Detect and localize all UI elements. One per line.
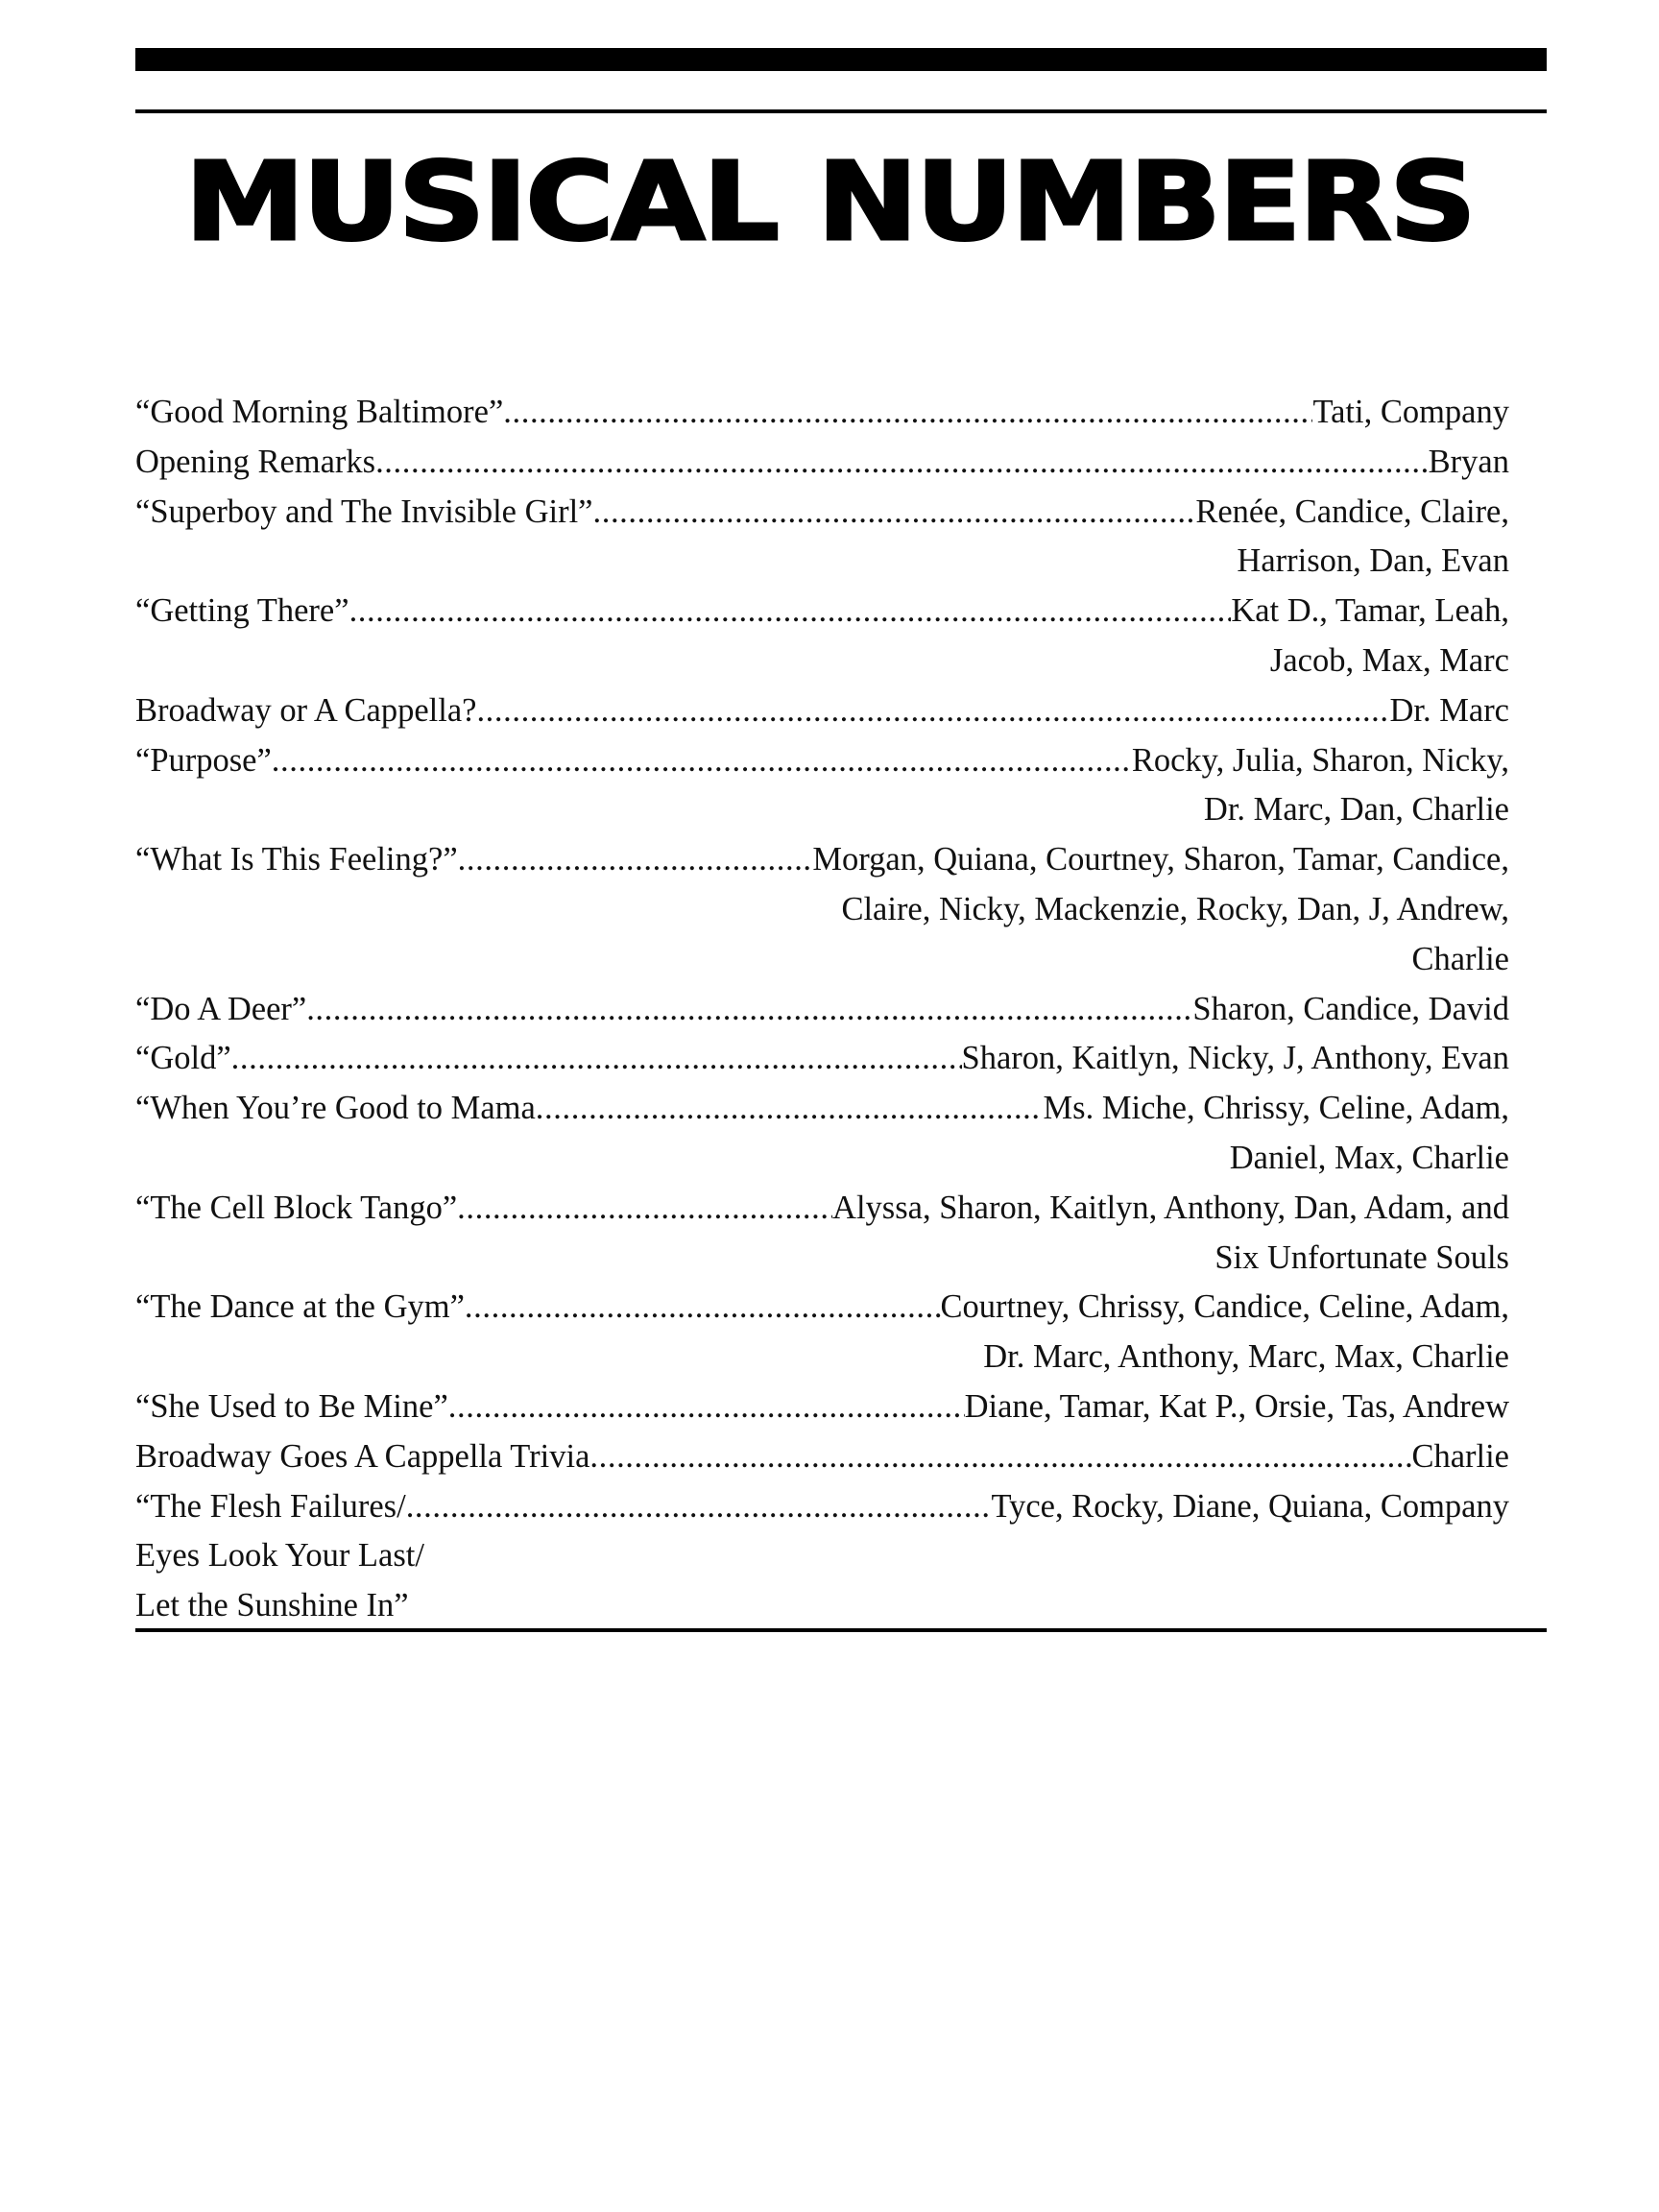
list-item <box>135 1184 1509 1284</box>
dot-leader <box>231 1034 962 1084</box>
number-title: “She Used to Be Mine” <box>135 1387 448 1425</box>
dot-leader <box>306 985 1192 1035</box>
number-performers: Charlie <box>1411 1437 1509 1475</box>
number-performers: Sharon, Candice, David <box>1192 990 1509 1027</box>
number-performers: Alyssa, Sharon, Kaitlyn, Anthony, Dan, Adam, and Six Unfortunate Souls <box>832 1189 1509 1276</box>
page-title: MUSICAL NUMBERS <box>184 140 1475 265</box>
dot-leader <box>593 488 1196 538</box>
number-performers: Renée, Candice, Claire, Harrison, Dan, Evan <box>1195 493 1509 580</box>
list-item <box>135 1034 1509 1084</box>
dot-leader <box>476 686 1389 736</box>
number-title: “What Is This Feeling?” <box>135 841 458 878</box>
list-item <box>135 736 1509 836</box>
dot-leader <box>536 1084 1044 1134</box>
number-title: “Good Morning Baltimore” <box>135 394 504 430</box>
number-title: “Superboy and The Invisible Girl” <box>135 493 593 530</box>
number-title: “The Dance at the Gym” <box>135 1288 465 1326</box>
top-thin-rule <box>135 109 1547 113</box>
number-performers: Rocky, Julia, Sharon, Nicky, Dr. Marc, Dan, Charlie <box>1131 741 1509 829</box>
list-item <box>135 587 1509 686</box>
number-title: “When You’re Good to Mama <box>135 1090 536 1127</box>
dot-leader <box>458 835 813 885</box>
number-title: “The Cell Block Tango” <box>135 1189 458 1226</box>
number-title-continued: Eyes Look Your Last/ <box>135 1537 424 1575</box>
dot-leader <box>375 438 1429 488</box>
number-title: “The Flesh Failures/ <box>135 1487 406 1525</box>
number-title: Broadway Goes A Cappella Trivia <box>135 1437 590 1475</box>
number-performers: Morgan, Quiana, Courtney, Sharon, Tamar, Candice, Claire, Nicky, Mackenzie, Rocky, Dan, J, Andrew, Charlie <box>812 841 1509 977</box>
bottom-rule <box>135 1628 1547 1632</box>
number-title: “Purpose” <box>135 741 272 779</box>
number-performers: Sharon, Kaitlyn, Nicky, J, Anthony, Evan <box>961 1040 1509 1077</box>
number-performers: Diane, Tamar, Kat P., Orsie, Tas, Andrew <box>964 1387 1509 1425</box>
list-item <box>135 1382 1509 1432</box>
number-title: “Gold” <box>135 1040 231 1077</box>
list-item <box>135 1084 1509 1184</box>
list-item <box>135 488 1509 588</box>
dot-leader <box>272 736 1132 786</box>
list-item <box>135 686 1509 736</box>
number-title: “Getting There” <box>135 592 349 630</box>
dot-leader <box>349 587 1232 637</box>
list-item <box>135 1482 1509 1532</box>
dot-leader <box>589 1432 1411 1482</box>
musical-numbers-list <box>135 388 1509 1631</box>
number-performers: Tati, Company <box>1312 394 1509 430</box>
top-thick-rule <box>135 48 1547 71</box>
list-item <box>135 1432 1509 1482</box>
dot-leader <box>503 388 1312 438</box>
dot-leader <box>448 1382 965 1432</box>
number-performers: Kat D., Tamar, Leah, Jacob, Max, Marc <box>1231 592 1509 679</box>
list-item <box>135 985 1509 1035</box>
number-title: “Do A Deer” <box>135 990 307 1027</box>
number-performers: Bryan <box>1428 443 1509 480</box>
number-title: Opening Remarks <box>135 443 376 480</box>
dot-leader <box>465 1283 941 1333</box>
list-item <box>135 388 1509 438</box>
number-performers: Dr. Marc <box>1389 691 1509 729</box>
number-title: Broadway or A Cappella? <box>135 691 477 729</box>
list-item <box>135 1283 1509 1382</box>
dot-leader <box>406 1482 992 1532</box>
number-performers: Courtney, Chrissy, Candice, Celine, Adam, Dr. Marc, Anthony, Marc, Max, Charlie <box>940 1288 1509 1376</box>
list-item <box>135 835 1509 984</box>
list-item <box>135 438 1509 488</box>
dot-leader <box>457 1184 832 1234</box>
number-performers: Tyce, Rocky, Diane, Quiana, Company <box>991 1487 1509 1525</box>
number-title-continued: Let the Sunshine In” <box>135 1587 409 1624</box>
number-performers: Ms. Miche, Chrissy, Celine, Adam, Daniel, Max, Charlie <box>1043 1090 1509 1176</box>
